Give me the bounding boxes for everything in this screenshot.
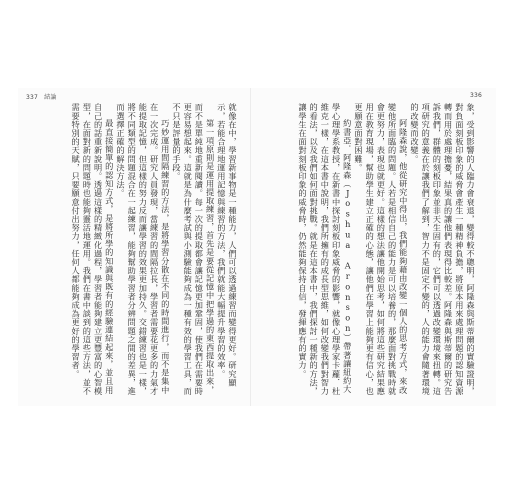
left-page-number: 337 [26,94,39,101]
paragraph: 就像在中，學習新事物是一種能力，人們可以透過練習而變得更好。研究顯示，若能合理地運用記憶與練習的方法，我們就能大幅提升學習的效率。 [216,103,238,387]
paragraph: 第一項原則是運用提取練習，首先是要從記憶中把學過的東西提取出來，而不是單純地重新閱讀。每一次的提取都會讓記憶更加鞏固，使我們在需要時更容易想起來。這就是為什麼考試與小測驗能夠成為一種有效的學習工具，而不只是評量的手段。 [171,103,216,396]
left-page-body [26,103,238,399]
paragraph: 巧妙運用間隔練習的方法，是將學習分散在不同的時間進行，而不是集中在一次完成。研究人員發現，當練習的間隔拉長，學習者需要花更多的力氣才能提取記憶，但這樣的努力反而讓學習的效果更加持久。交錯練習也是一樣，將不同類型的問題混合在一起練習，能夠幫助學習者分辨問題之間的差異，進而選擇正確的解決方法。 [115,103,171,396]
right-page-number: 336 [470,92,483,99]
running-head: 結論 [44,94,57,101]
right-page-header [470,92,482,99]
paragraph: 象，受到影響的人臨力會衰退，變得較不聰明，阿隆森與斯蒂爾的實驗證明，對負面刻板印象的威脅會產生一種精神負擔，將原本用來處理問題的認知資源轉而用於處理擔憂，結果真的讓他們表現得比較差。阿隆森與斯蒂爾的研究告訴我們，群體的刻板印象並非天生固有的，它們可以透過改變環境來扭轉。這項研究的意義在於讓我們了解到，智力不是固定不變的，人的能力會隨著環境的改變而改變。 [409,103,476,396]
paragraph: 最直接簡單的認知方式，是將所學的知識與既有的經驗連結起來，並且用自己的話重新說明。透過這樣的精緻化過程，學習者能夠建立更豐富的心智模型，在面對新的問題時也能夠靈活地運用。我們在書中談到的這些方法，並不需要特別的天賦，只要願意付出努力，任何人都能夠成為更好的學習者。 [71,103,115,396]
paragraph: 阿隆森說，他從研究中得出，我們能夠藉由改變一個人的思考方式，來改變他所面臨的問題。人若是相信自己的能力是可以培養的，那麼面對挑戰時就會更努力，表現也就更好。這樣的想法讓他開始思考，如何將這些研究結果應用在教育現場，幫助學生建立正確的心態，讓他們在學習上能夠更有信心，也更願意面對困難。 [353,103,409,396]
page-gutter [250,88,251,406]
paragraph: 約書亞．阿隆森（Joshua Aronson）帶著讓紐約大學心理學系教授，在新書中探討刻板印象威脅的影響，就像心理學家卡蘿．杜維克一樣，在這本書中說明，我們所擁有的成長型思維，如何改變我們對智力的看法，以及我們如何面對挑戰。就是在這本書中，我們探討一種新的方法，讓學生在面對刻板印象的威脅時，仍然能夠保持自信，發揮應有的實力。 [297,103,353,396]
left-page-header [26,92,57,101]
right-page-body [262,103,476,399]
